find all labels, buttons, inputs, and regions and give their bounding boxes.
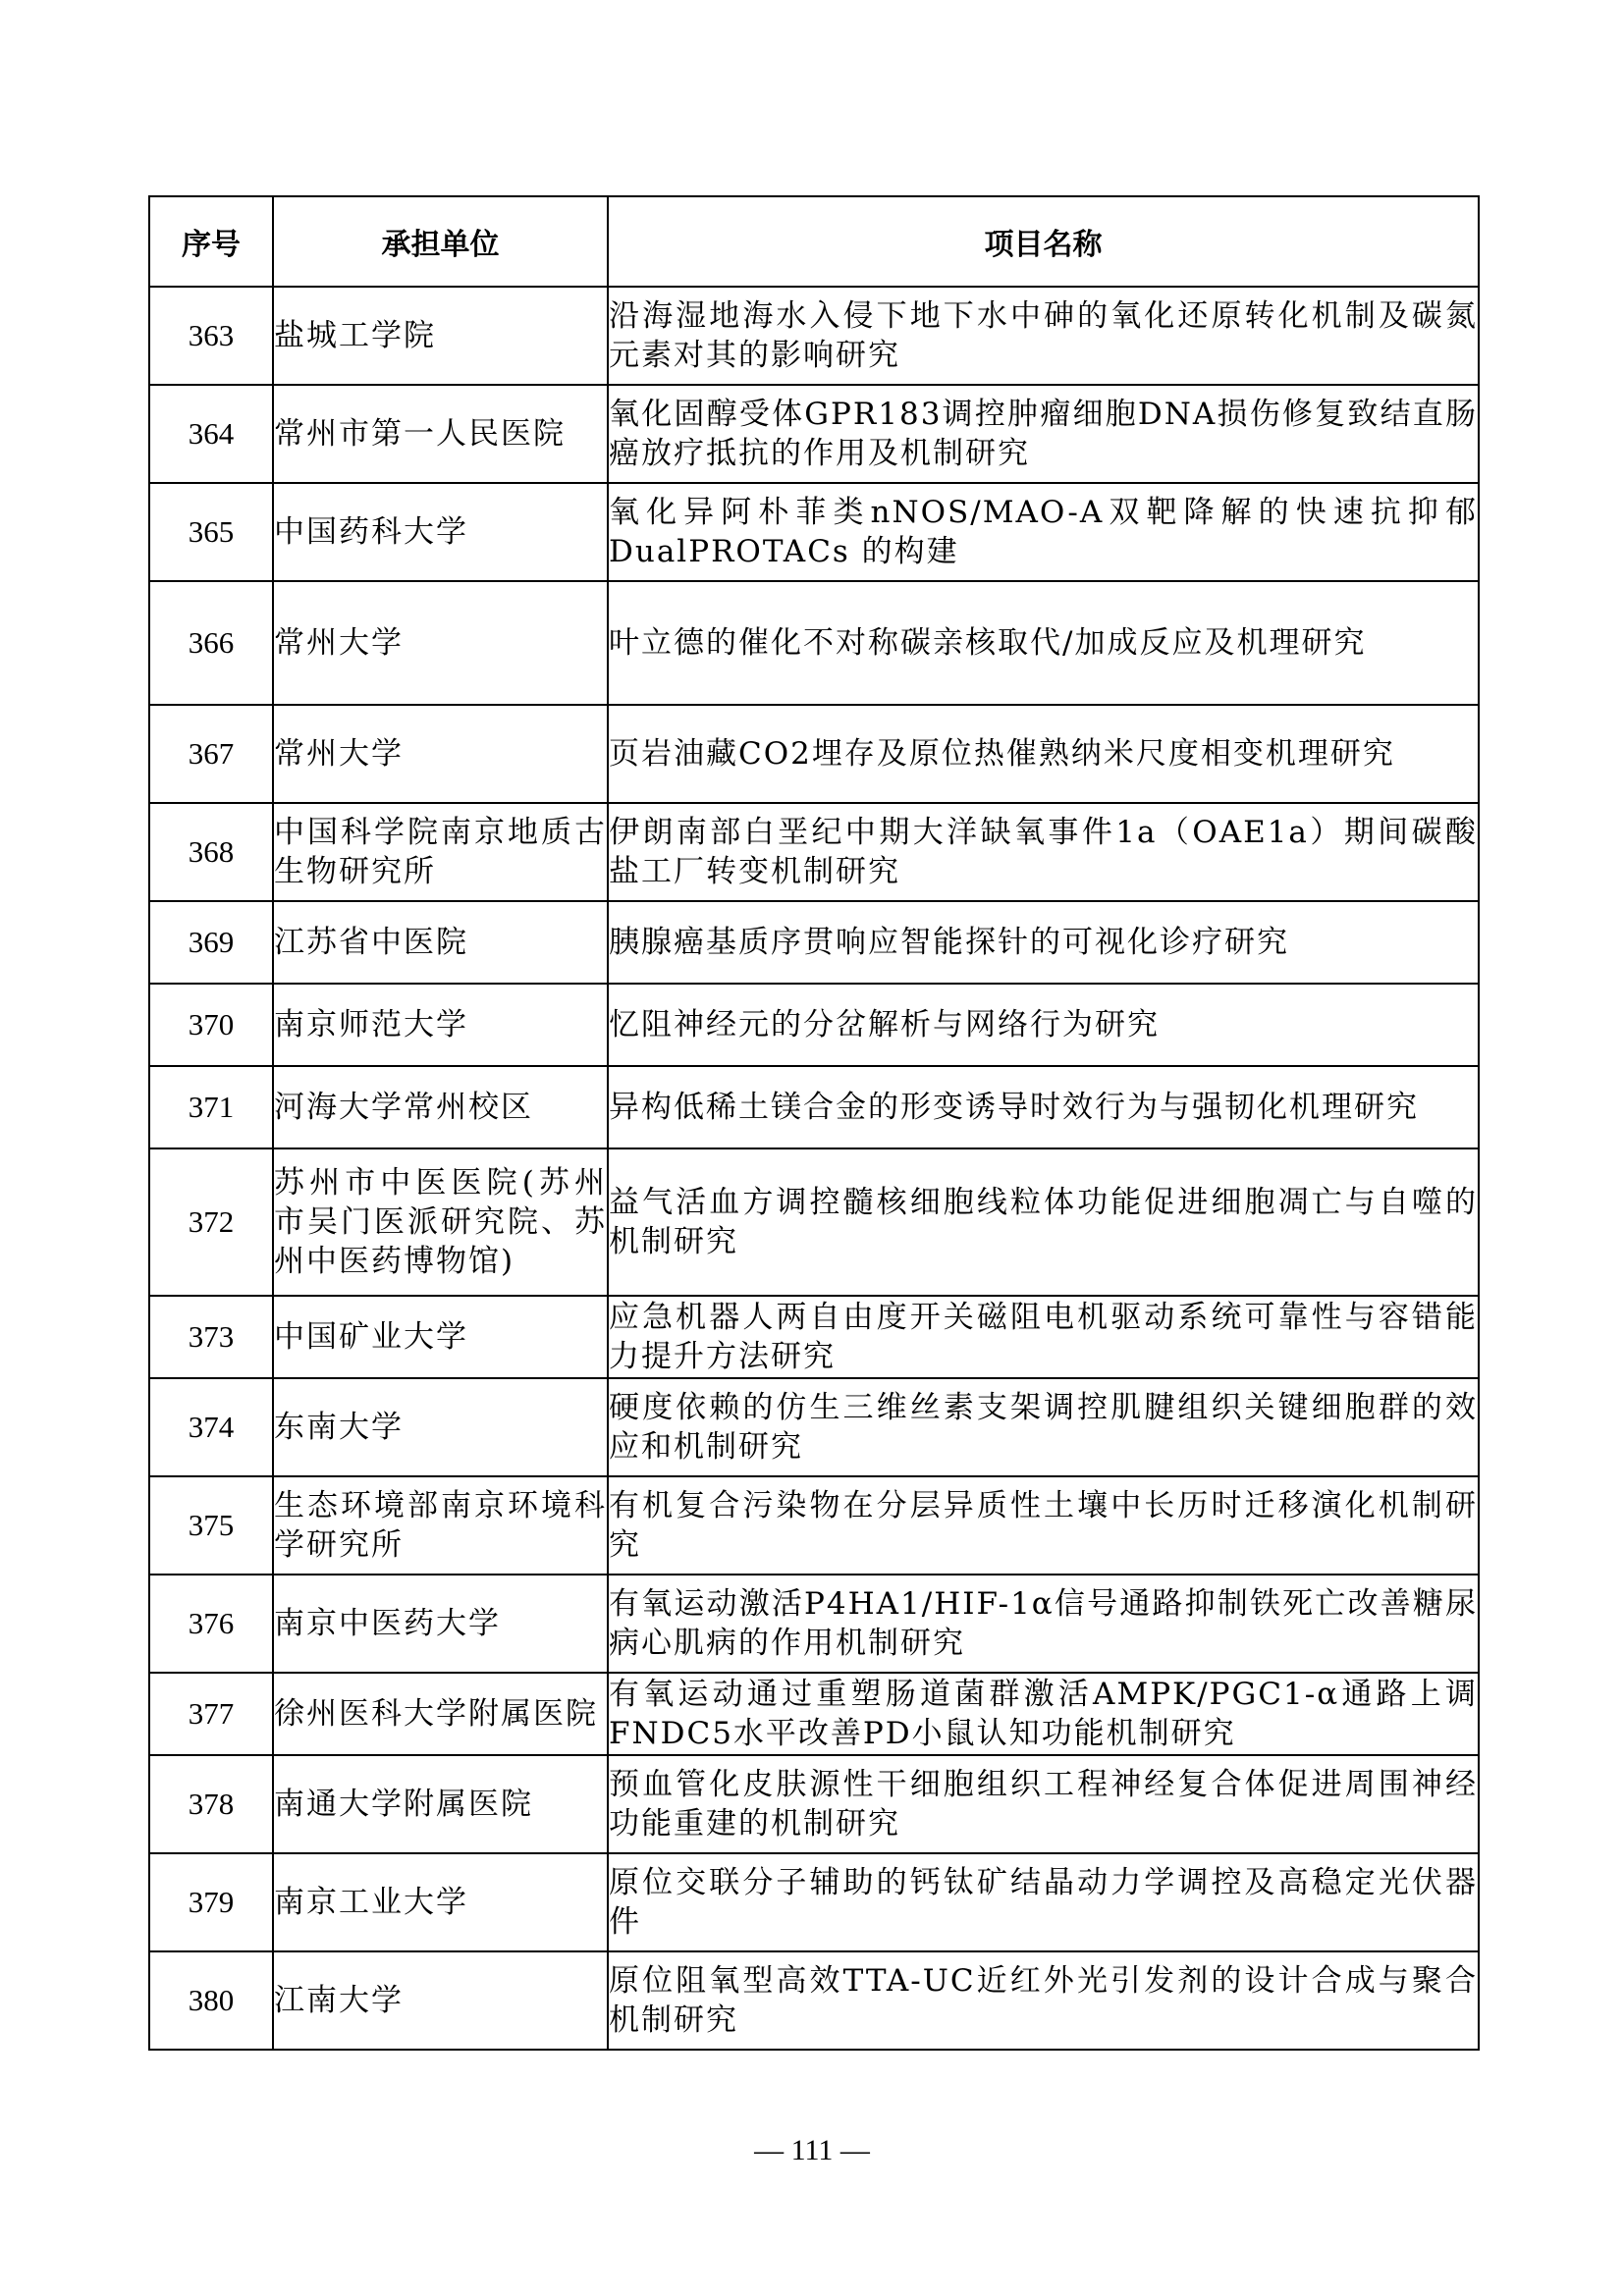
page-number: — 111 — [754,2134,870,2166]
header-serial-number: 序号 [149,196,273,287]
project-name-cell: 原位阻氧型高效TTA-UC近红外光引发剂的设计合成与聚合机制研究 [608,1951,1479,2050]
serial-number-cell: 366 [149,581,273,705]
project-name-cell: 硬度依赖的仿生三维丝素支架调控肌腱组织关键细胞群的效应和机制研究 [608,1378,1479,1476]
project-name-cell: 氧化异阿朴菲类nNOS/MAO-A双靶降解的快速抗抑郁DualPROTACs 的构建 [608,483,1479,581]
serial-number-cell: 372 [149,1148,273,1296]
serial-number-cell: 367 [149,705,273,803]
serial-number-cell: 365 [149,483,273,581]
table-row [149,1575,1479,1673]
table-row [149,705,1479,803]
project-name-cell: 叶立德的催化不对称碳亲核取代/加成反应及机理研究 [608,581,1479,705]
undertaking-unit-cell: 徐州医科大学附属医院 [273,1673,608,1755]
project-name-cell: 伊朗南部白垩纪中期大洋缺氧事件1a（OAE1a）期间碳酸盐工厂转变机制研究 [608,803,1479,901]
project-name-cell: 沿海湿地海水入侵下地下水中砷的氧化还原转化机制及碳氮元素对其的影响研究 [608,287,1479,385]
undertaking-unit-cell: 南京师范大学 [273,984,608,1066]
table-row [149,984,1479,1066]
serial-number-cell: 368 [149,803,273,901]
header-project-name: 项目名称 [608,196,1479,287]
table-row [149,1148,1479,1296]
undertaking-unit-cell: 南通大学附属医院 [273,1755,608,1853]
serial-number-cell: 373 [149,1296,273,1378]
project-name-cell: 有机复合污染物在分层异质性土壤中长历时迁移演化机制研究 [608,1476,1479,1575]
undertaking-unit-cell: 河海大学常州校区 [273,1066,608,1148]
serial-number-cell: 380 [149,1951,273,2050]
table-row [149,1296,1479,1378]
undertaking-unit-cell: 常州大学 [273,705,608,803]
undertaking-unit-cell: 东南大学 [273,1378,608,1476]
table-row [149,901,1479,984]
table-row [149,1755,1479,1853]
table-row [149,1476,1479,1575]
undertaking-unit-cell: 南京工业大学 [273,1853,608,1951]
table-row [149,385,1479,483]
table-row [149,1951,1479,2050]
table-row [149,1378,1479,1476]
serial-number-cell: 377 [149,1673,273,1755]
header-undertaking-unit: 承担单位 [273,196,608,287]
undertaking-unit-cell: 中国科学院南京地质古生物研究所 [273,803,608,901]
undertaking-unit-cell: 江苏省中医院 [273,901,608,984]
undertaking-unit-cell: 南京中医药大学 [273,1575,608,1673]
table-header-row [149,196,1479,287]
project-name-cell: 忆阻神经元的分岔解析与网络行为研究 [608,984,1479,1066]
table-row [149,287,1479,385]
undertaking-unit-cell: 常州市第一人民医院 [273,385,608,483]
project-name-cell: 页岩油藏CO2埋存及原位热催熟纳米尺度相变机理研究 [608,705,1479,803]
serial-number-cell: 376 [149,1575,273,1673]
project-name-cell: 预血管化皮肤源性干细胞组织工程神经复合体促进周围神经功能重建的机制研究 [608,1755,1479,1853]
serial-number-cell: 370 [149,984,273,1066]
table-row [149,803,1479,901]
undertaking-unit-cell: 常州大学 [273,581,608,705]
project-name-cell: 有氧运动通过重塑肠道菌群激活AMPK/PGC1-α通路上调FNDC5水平改善PD小鼠认知功能机制研究 [608,1673,1479,1755]
table-row [149,581,1479,705]
project-name-cell: 有氧运动激活P4HA1/HIF-1α信号通路抑制铁死亡改善糖尿病心肌病的作用机制研究 [608,1575,1479,1673]
serial-number-cell: 374 [149,1378,273,1476]
serial-number-cell: 369 [149,901,273,984]
table-row [149,483,1479,581]
project-table [148,195,1480,2051]
undertaking-unit-cell: 中国药科大学 [273,483,608,581]
table-row [149,1066,1479,1148]
serial-number-cell: 379 [149,1853,273,1951]
serial-number-cell: 375 [149,1476,273,1575]
table-row [149,1853,1479,1951]
project-name-cell: 益气活血方调控髓核细胞线粒体功能促进细胞凋亡与自噬的机制研究 [608,1148,1479,1296]
project-name-cell: 氧化固醇受体GPR183调控肿瘤细胞DNA损伤修复致结直肠癌放疗抵抗的作用及机制研究 [608,385,1479,483]
serial-number-cell: 378 [149,1755,273,1853]
undertaking-unit-cell: 中国矿业大学 [273,1296,608,1378]
table-row [149,1673,1479,1755]
serial-number-cell: 364 [149,385,273,483]
serial-number-cell: 363 [149,287,273,385]
undertaking-unit-cell: 江南大学 [273,1951,608,2050]
project-name-cell: 异构低稀土镁合金的形变诱导时效行为与强韧化机理研究 [608,1066,1479,1148]
undertaking-unit-cell: 苏州市中医医院(苏州市吴门医派研究院、苏州中医药博物馆) [273,1148,608,1296]
project-name-cell: 原位交联分子辅助的钙钛矿结晶动力学调控及高稳定光伏器件 [608,1853,1479,1951]
serial-number-cell: 371 [149,1066,273,1148]
project-name-cell: 应急机器人两自由度开关磁阻电机驱动系统可靠性与容错能力提升方法研究 [608,1296,1479,1378]
undertaking-unit-cell: 盐城工学院 [273,287,608,385]
project-name-cell: 胰腺癌基质序贯响应智能探针的可视化诊疗研究 [608,901,1479,984]
undertaking-unit-cell: 生态环境部南京环境科学研究所 [273,1476,608,1575]
